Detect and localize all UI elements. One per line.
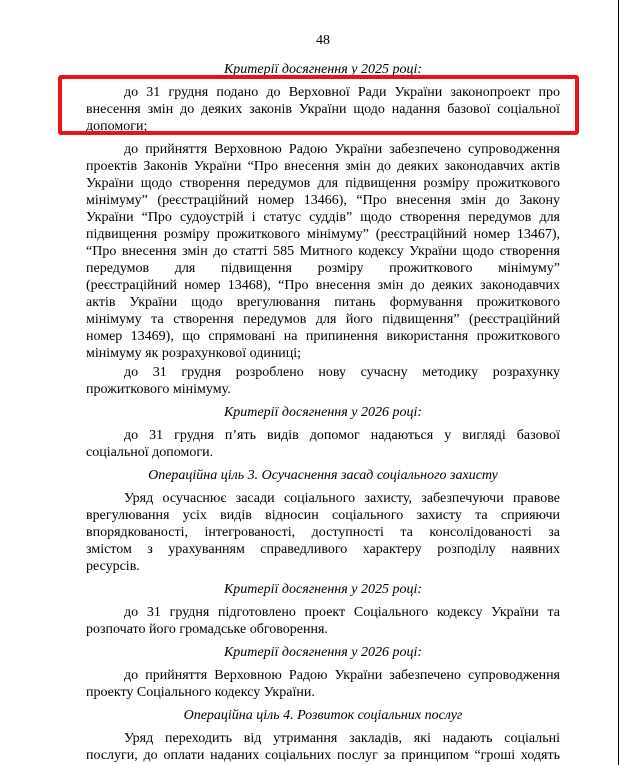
text-line: до 31 грудня подано до Верховної Ради України законопроект про	[124, 85, 560, 100]
text-line: прожиткового мінімуму.	[86, 382, 231, 397]
criteria-heading-2025: Критерії досягнення у 2025 році:	[224, 62, 422, 77]
text-line: мінімуму як розрахункової одиниці;	[86, 346, 302, 361]
paragraph-methodology	[86, 364, 560, 398]
text-line: до 31 грудня розроблено нову сучасну методику розрахунку	[124, 365, 560, 380]
text-line: номер 13469), що спрямовані на припинення використання прожиткового	[86, 329, 560, 344]
text-line: проекту Соціального кодексу України.	[86, 685, 315, 700]
text-line: до 31 грудня п’ять видів допомог надаються у вигляді базової	[124, 428, 560, 443]
text-line: актів України щодо врегулювання питань формування прожиткового	[86, 295, 560, 310]
text-line: підвищення розміру прожиткового мінімуму” (реєстраційний номер 13467),	[86, 227, 560, 242]
text-line: України щодо створення передумов для підвищення розміру прожиткового	[86, 176, 560, 191]
operational-goal-4: Операційна ціль 4. Розвиток соціальних послуг	[183, 708, 463, 723]
paragraph-bills-support	[86, 141, 560, 362]
paragraph-social-code-support	[86, 667, 560, 701]
operational-goal-3: Операційна ціль 3. Осучаснення засад соціального захисту	[148, 468, 498, 483]
text-line: послуги, до оплати наданих соціальних послуг за принципом “гроші ходять	[86, 748, 560, 763]
text-line: розпочато його громадське обговорення.	[86, 622, 328, 637]
text-line: до прийняття Верховною Радою України забезпечено супроводження	[124, 142, 560, 157]
highlight-box	[58, 75, 579, 135]
text-line: (реєстраційний номер 13468), “Про внесення змін до деяких законодавчих	[86, 278, 560, 293]
text-line: впорядкованості, інтегрованості, доступності та консолідованості за	[86, 525, 560, 540]
text-line: врегулювання усіх видів відносин соціального захисту та сприяючи	[86, 508, 560, 523]
criteria-heading-2025-b: Критерії досягнення у 2025 році:	[224, 582, 422, 597]
paragraph-social-code-draft	[86, 604, 560, 638]
text-line: внесення змін до деяких законів України щодо надання базової соціальної	[86, 102, 560, 117]
paragraph-social-services	[86, 730, 560, 764]
text-line: України “Про судоустрій і статус суддів” щодо створення передумов для	[86, 210, 560, 225]
text-line: змістом з урахуванням справедливого характеру розподілу наявних	[86, 542, 560, 557]
criteria-heading-2026: Критерії досягнення у 2026 році:	[224, 405, 422, 420]
text-line: до 31 грудня підготовлено проект Соціального кодексу України та	[124, 605, 560, 620]
text-line: Уряд осучаснює засади соціального захисту, забезпечуючи правове	[124, 491, 560, 506]
page-number: 48	[316, 33, 330, 48]
text-line: до прийняття Верховною Радою України забезпечено супроводження	[124, 668, 560, 683]
text-line: Уряд переходить від утримання закладів, які надають соціальні	[124, 731, 560, 746]
text-line: мінімуму та створення передумов для його підвищення” (реєстраційний	[86, 312, 560, 327]
text-line: допомоги;	[86, 119, 148, 134]
text-line: передумов для підвищення розміру прожиткового мінімуму”	[86, 261, 560, 276]
criteria-heading-2026-b: Критерії досягнення у 2026 році:	[224, 645, 422, 660]
text-line: проектів Законів України “Про внесення змін до деяких законодавчих актів	[86, 159, 560, 174]
paragraph-social-protection	[86, 490, 560, 575]
text-line: мінімуму” (реєстраційний номер 13466), “Про внесення змін до Закону	[86, 193, 560, 208]
text-line: ресурсів.	[86, 559, 140, 574]
paragraph-basic-assistance	[86, 427, 560, 461]
text-line: соціальної допомоги.	[86, 445, 214, 460]
text-line: “Про внесення змін до статті 585 Митного кодексу України щодо створення	[86, 244, 560, 259]
